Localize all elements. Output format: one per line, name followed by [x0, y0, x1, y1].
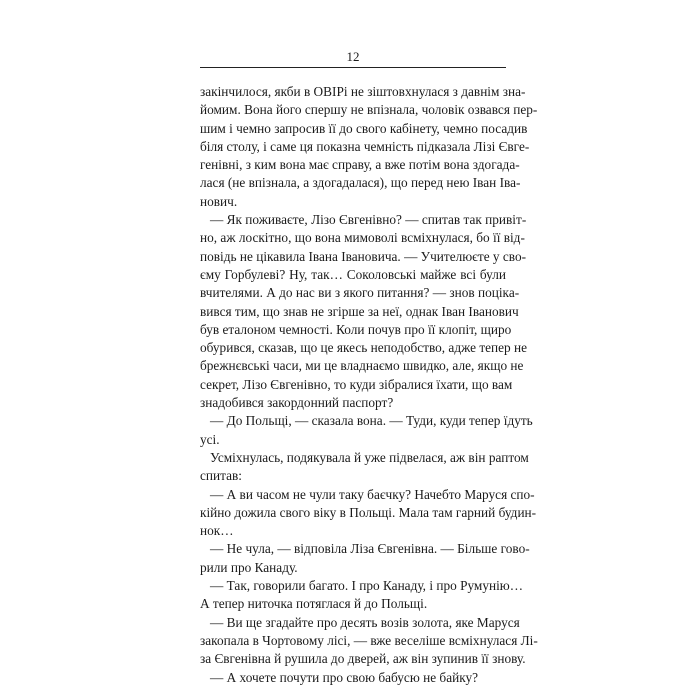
text-line: А тепер ниточка потяглася й до Польщі.	[200, 596, 428, 612]
text-line: за Євгенівна й рушила до дверей, аж він зупинив її знову.	[200, 651, 526, 667]
text-line: спитав:	[200, 468, 242, 484]
text-line: — Ви ще згадайте про десять возів золота, яке Маруся	[210, 614, 520, 630]
text-line: усі.	[200, 431, 220, 447]
text-line: кійно дожила свого віку в Польщі. Мала там гарний будин-	[200, 504, 537, 520]
text-line: лася (не впізнала, а здогадалася), що перед нею Іван Іва-	[200, 175, 521, 191]
text-line: Усміхнулась, подякувала й уже підвелася, аж він раптом	[210, 449, 529, 465]
header-rule	[200, 67, 506, 68]
text-line: закінчилося, якби в ОВІРі не зіштовхнулася з давнім зна-	[200, 84, 526, 99]
text-line: — А ви часом не чули таку баєчку? Начебто Маруся спо-	[210, 486, 535, 502]
text-line: єму Горбулеві? Ну, так… Соколовські майже всі були	[200, 266, 506, 282]
text-line: нович.	[200, 193, 238, 209]
text-line: повідь не цікавила Івана Івановича. — Учителюєте у сво-	[200, 248, 527, 264]
text-line: нок…	[200, 523, 234, 539]
text-line: обурився, сказав, що це якесь неподобство, адже тепер не	[200, 340, 528, 356]
text-line: брежнєвські часи, ми це владнаємо швидко, але, якщо не	[200, 358, 524, 374]
text-line: шим і чемно запросив її до свого кабінету, чемно посадив	[200, 120, 528, 136]
text-line: рили про Канаду.	[200, 559, 298, 575]
text-line: — Не чула, — відповіла Ліза Євгенівна. — Більше гово-	[210, 541, 530, 557]
text-line: — До Польщі, — сказала вона. — Туди, куди тепер їдуть	[210, 413, 533, 429]
text-line: йомим. Вона його спершу не впізнала, чоловік озвався пер-	[200, 102, 538, 118]
text-line: — Як поживаєте, Лізо Євгенівно? — спитав так привіт-	[210, 212, 527, 228]
text-line: знадобився закордонний паспорт?	[200, 395, 394, 411]
text-line: секрет, Лізо Євгенівно, то куди зібралися їхати, що вам	[200, 376, 513, 392]
text-line: закопала в Чортовому лісі, — вже веселіше всміхнулася Лі-	[200, 632, 538, 648]
text-line: був еталоном чемності. Коли почув про її клопіт, щиро	[200, 321, 512, 337]
text-line: біля столу, і саме ця показна чемність підказала Лізі Євге-	[200, 138, 530, 154]
text-line: — А хочете почути про свою бабусю не байку?	[210, 669, 479, 685]
text-line: но, аж лоскітно, що вона мимоволі всміхнулася, бо її від-	[200, 230, 525, 246]
text-line: генівні, з ким вона має справу, а вже потім вона здогада-	[200, 157, 520, 173]
text-line: вчителями. А до нас ви з якого питання? — знов поціка-	[200, 285, 520, 301]
page-number: 12	[346, 49, 360, 64]
body-text	[200, 83, 538, 687]
text-line: — Так, говорили багато. І про Канаду, і про Румунію…	[210, 578, 524, 594]
text-line: вився тим, що знав не згірше за неї, однак Іван Іванович	[200, 303, 519, 319]
